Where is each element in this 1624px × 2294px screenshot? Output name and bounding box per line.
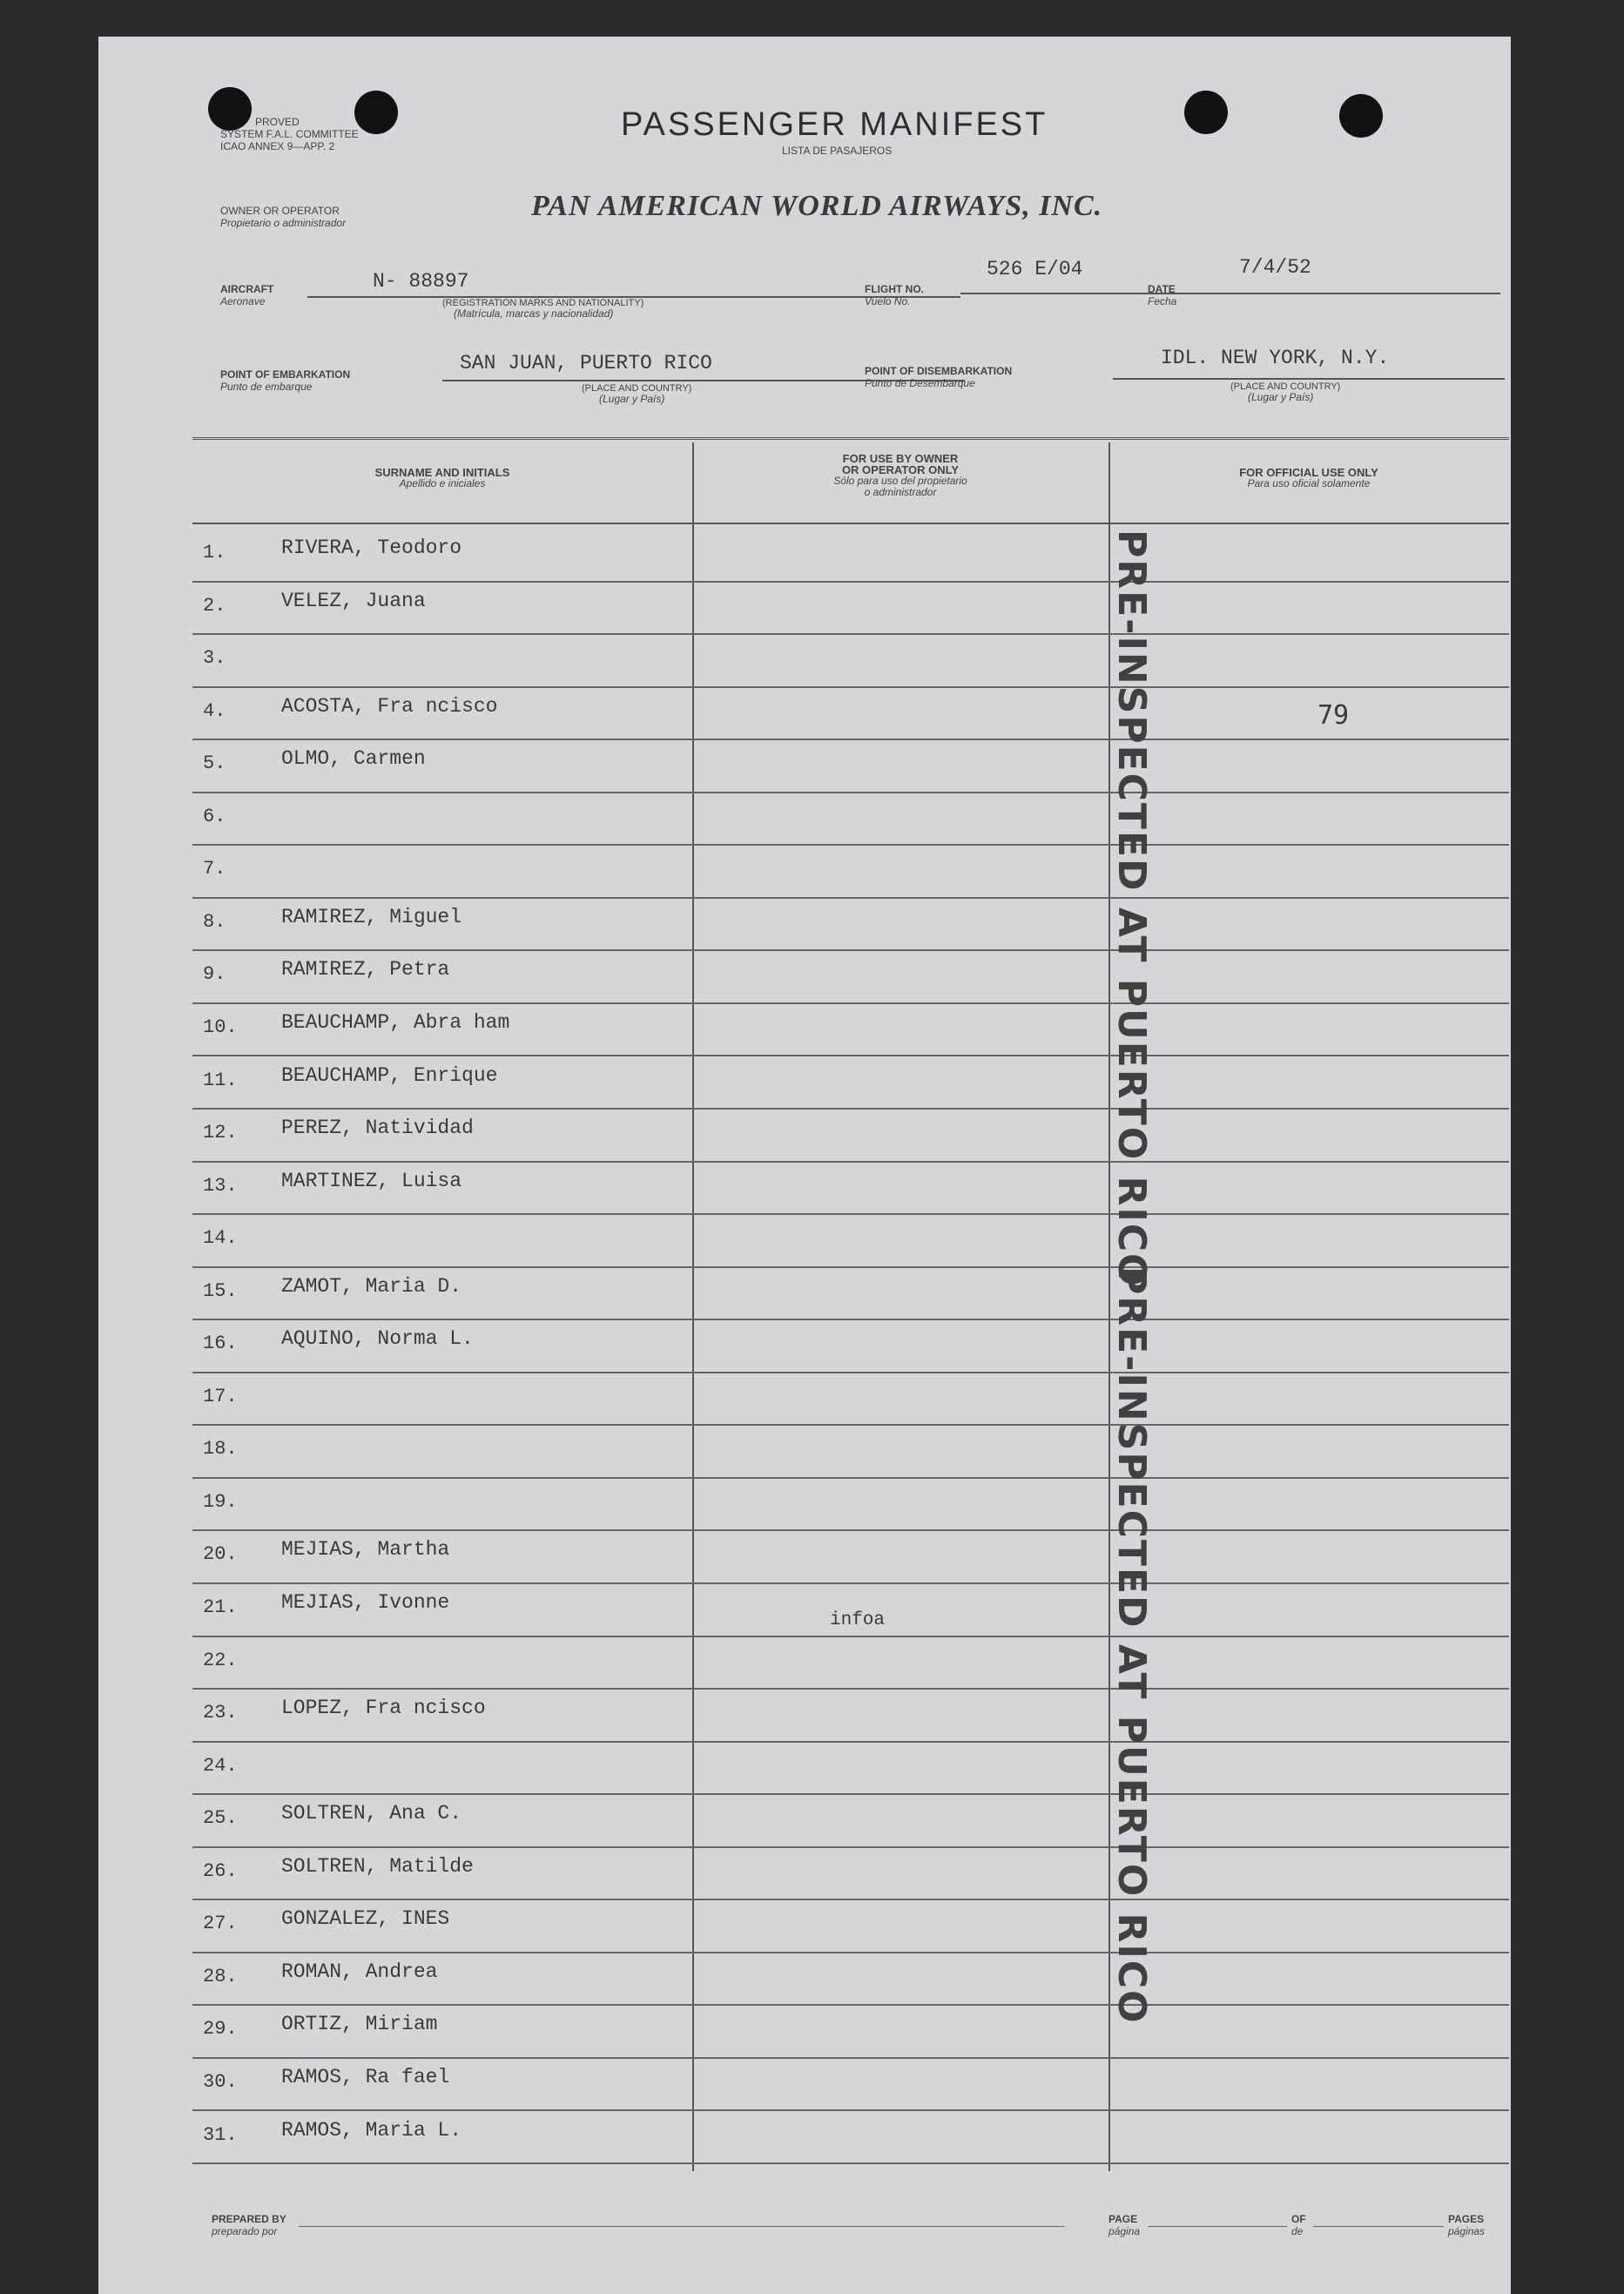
page-sub: página: [1108, 2225, 1141, 2237]
official-header-text: FOR OFFICIAL USE ONLY: [1239, 466, 1378, 479]
passenger-name: RAMIREZ, Petra: [281, 958, 450, 982]
row-number: 13.: [203, 1174, 238, 1197]
flight-date-line: [960, 293, 1500, 294]
header-bottom-border: [192, 523, 1509, 524]
owner-use-column-header: [692, 453, 1108, 498]
owner-use-header-sub: o administrador: [864, 486, 937, 498]
place-note-sub: (Lugar y País): [599, 393, 665, 405]
row-number: 21.: [203, 1596, 238, 1618]
disembarkation-line: [1113, 378, 1505, 380]
row-number: 10.: [203, 1015, 238, 1038]
approval-line: PROVED: [255, 116, 300, 128]
owner-sub-label: Propietario o administrador: [220, 217, 347, 229]
passenger-name: MEJIAS, Ivonne: [281, 1591, 450, 1614]
manifest-sheet: [98, 37, 1511, 2294]
passenger-name: RIVERA, Teodoro: [281, 536, 462, 559]
passenger-name: RAMOS, Maria L.: [281, 2118, 462, 2142]
table-row: [98, 1268, 1511, 1321]
punch-hole: [208, 87, 252, 131]
passenger-name: ROMAN, Andrea: [281, 1960, 438, 1983]
official-use-column-header: [1108, 467, 1509, 489]
pages-sub: páginas: [1448, 2225, 1486, 2237]
prepared-by-sub: preparado por: [212, 2225, 278, 2237]
row-number: 25.: [203, 1807, 238, 1830]
place-note: (PLACE AND COUNTRY): [1230, 381, 1341, 392]
pages-label: PAGES: [1448, 2213, 1485, 2225]
row-number: 30.: [203, 2070, 238, 2093]
registration-note: (REGISTRATION MARKS AND NATIONALITY): [442, 298, 644, 308]
table-row: [98, 846, 1511, 899]
owner-value: PAN AMERICAN WORLD AIRWAYS, INC.: [531, 190, 1103, 222]
table-row: [98, 1584, 1511, 1637]
owner-use-header-line: FOR USE BY OWNER: [842, 452, 959, 465]
aircraft-label: AIRCRAFT: [220, 283, 274, 295]
row-divider: [192, 2162, 1509, 2164]
surname-header-text: SURNAME AND INITIALS: [374, 466, 510, 479]
owner-use-header-line: OR OPERATOR ONLY: [841, 463, 960, 476]
row-number: 3.: [203, 647, 226, 670]
table-row: [98, 1690, 1511, 1743]
aircraft-value: N- 88897: [373, 270, 469, 293]
flight-sub-label: Vuelo No.: [865, 295, 911, 307]
passenger-name: PEREZ, Natividad: [281, 1117, 474, 1140]
table-row: [98, 688, 1511, 741]
row-number: 4.: [203, 699, 226, 722]
row-number: 14.: [203, 1227, 238, 1250]
of-sub: de: [1291, 2225, 1304, 2237]
page-line: [1148, 2226, 1287, 2227]
owner-use-header-sub: Sólo para uso del propietario: [833, 475, 967, 487]
table-row: [98, 2006, 1511, 2059]
date-sub-label: Fecha: [1148, 295, 1177, 307]
table-row: [98, 2059, 1511, 2112]
place-note-sub: (Lugar y País): [1248, 391, 1314, 403]
row-number: 20.: [203, 1543, 238, 1566]
page-label: PAGE: [1108, 2213, 1138, 2225]
disembarkation-label: POINT OF DISEMBARKATION: [865, 365, 1013, 377]
table-row: [98, 1531, 1511, 1584]
table-row: [98, 899, 1511, 952]
official-use-entry: 79: [1317, 699, 1350, 731]
passenger-name: ORTIZ, Miriam: [281, 2013, 438, 2036]
row-number: 23.: [203, 1702, 238, 1724]
of-line: [1313, 2226, 1444, 2227]
table-row: [98, 740, 1511, 793]
table-row: [98, 1743, 1511, 1796]
passenger-name: RAMIREZ, Miguel: [281, 905, 462, 928]
punch-hole: [1184, 91, 1228, 134]
row-number: 11.: [203, 1069, 238, 1091]
page-title: PASSENGER MANIFEST: [621, 106, 1048, 143]
table-row: [98, 1795, 1511, 1848]
row-number: 5.: [203, 752, 226, 775]
table-top-border: [192, 437, 1509, 440]
row-number: 28.: [203, 1965, 238, 1987]
table-row: [98, 1848, 1511, 1901]
registration-note-sub: (Matrícula, marcas y nacionalidad): [454, 307, 614, 320]
passenger-name: GONZALEZ, INES: [281, 1907, 450, 1931]
prepared-by-line: [299, 2226, 1065, 2227]
row-number: 16.: [203, 1333, 238, 1355]
table-row: [98, 1900, 1511, 1953]
passenger-name: BEAUCHAMP, Abra ham: [281, 1010, 510, 1034]
table-row: [98, 1479, 1511, 1532]
passenger-name: MEJIAS, Martha: [281, 1538, 450, 1562]
disembarkation-value: IDL. NEW YORK, N.Y.: [1161, 347, 1390, 369]
row-number: 31.: [203, 2123, 238, 2146]
table-row: [98, 1004, 1511, 1057]
passenger-name: AQUINO, Norma L.: [281, 1327, 474, 1351]
surname-column-header: [192, 467, 692, 489]
passenger-name: VELEZ, Juana: [281, 589, 426, 612]
row-number: 24.: [203, 1754, 238, 1777]
official-header-sub: Para uso oficial solamente: [1247, 477, 1371, 489]
table-row: [98, 1320, 1511, 1373]
approval-line: ICAO ANNEX 9—APP. 2: [220, 140, 335, 152]
passenger-name: LOPEZ, Fra ncisco: [281, 1697, 486, 1720]
row-number: 17.: [203, 1385, 238, 1407]
operator-note: infoa: [830, 1610, 886, 1630]
owner-label: OWNER OR OPERATOR: [220, 205, 340, 217]
table-row: [98, 951, 1511, 1004]
prepared-by-label: PREPARED BY: [212, 2213, 286, 2225]
row-number: 7.: [203, 858, 226, 880]
table-row: [98, 1163, 1511, 1216]
row-number: 15.: [203, 1279, 238, 1302]
passenger-name: SOLTREN, Ana C.: [281, 1802, 462, 1825]
table-row: [98, 1215, 1511, 1268]
table-row: [98, 583, 1511, 636]
table-row: [98, 1953, 1511, 2007]
embarkation-label: POINT OF EMBARKATION: [220, 368, 351, 381]
punch-hole: [354, 91, 398, 134]
passenger-name: ACOSTA, Fra ncisco: [281, 694, 498, 718]
passenger-name: OLMO, Carmen: [281, 747, 426, 771]
row-number: 8.: [203, 910, 226, 933]
row-number: 22.: [203, 1649, 238, 1671]
page-subtitle: LISTA DE PASAJEROS: [782, 145, 893, 157]
row-number: 12.: [203, 1122, 238, 1144]
table-row: [98, 1426, 1511, 1479]
row-number: 9.: [203, 963, 226, 986]
row-number: 19.: [203, 1490, 238, 1513]
passenger-name: RAMOS, Ra fael: [281, 2065, 450, 2088]
embarkation-value: SAN JUAN, PUERTO RICO: [460, 352, 712, 374]
row-number: 18.: [203, 1438, 238, 1461]
flight-value: 526 E/04: [987, 258, 1083, 280]
punch-hole: [1339, 94, 1383, 138]
table-row: [98, 1110, 1511, 1163]
surname-header-sub: Apellido e iniciales: [399, 477, 486, 489]
place-note: (PLACE AND COUNTRY): [582, 383, 692, 394]
passenger-name: MARTINEZ, Luisa: [281, 1169, 462, 1192]
table-row: [98, 1373, 1511, 1427]
table-row: [98, 2112, 1511, 2165]
date-value: 7/4/52: [1239, 256, 1311, 279]
table-row: [98, 530, 1511, 583]
pre-inspected-stamp: PRE-INSPECTED AT PUERTO RICO: [1109, 530, 1154, 1288]
table-row: [98, 1057, 1511, 1110]
pre-inspected-stamp: PRE-INSPECTED AT PUERTO RICO: [1109, 1266, 1154, 2025]
row-number: 1.: [203, 542, 226, 563]
passenger-name: SOLTREN, Matilde: [281, 1854, 474, 1878]
passenger-name: ZAMOT, Maria D.: [281, 1274, 462, 1298]
disembarkation-sub-label: Punto de Desembarque: [865, 377, 975, 389]
row-number: 27.: [203, 1913, 238, 1935]
embarkation-sub-label: Punto de embarque: [220, 381, 313, 393]
aircraft-sub-label: Aeronave: [220, 295, 266, 307]
of-label: OF: [1291, 2213, 1306, 2225]
row-number: 29.: [203, 2018, 238, 2041]
table-row: [98, 1637, 1511, 1690]
row-number: 2.: [203, 594, 226, 617]
table-row: [98, 793, 1511, 847]
row-number: 6.: [203, 805, 226, 827]
passenger-name: BEAUCHAMP, Enrique: [281, 1063, 498, 1087]
approval-line: SYSTEM F.A.L. COMMITTEE: [220, 128, 359, 140]
flight-label: FLIGHT NO.: [865, 283, 924, 295]
table-row: [98, 635, 1511, 688]
row-number: 26.: [203, 1859, 238, 1882]
date-label: DATE: [1148, 283, 1176, 295]
